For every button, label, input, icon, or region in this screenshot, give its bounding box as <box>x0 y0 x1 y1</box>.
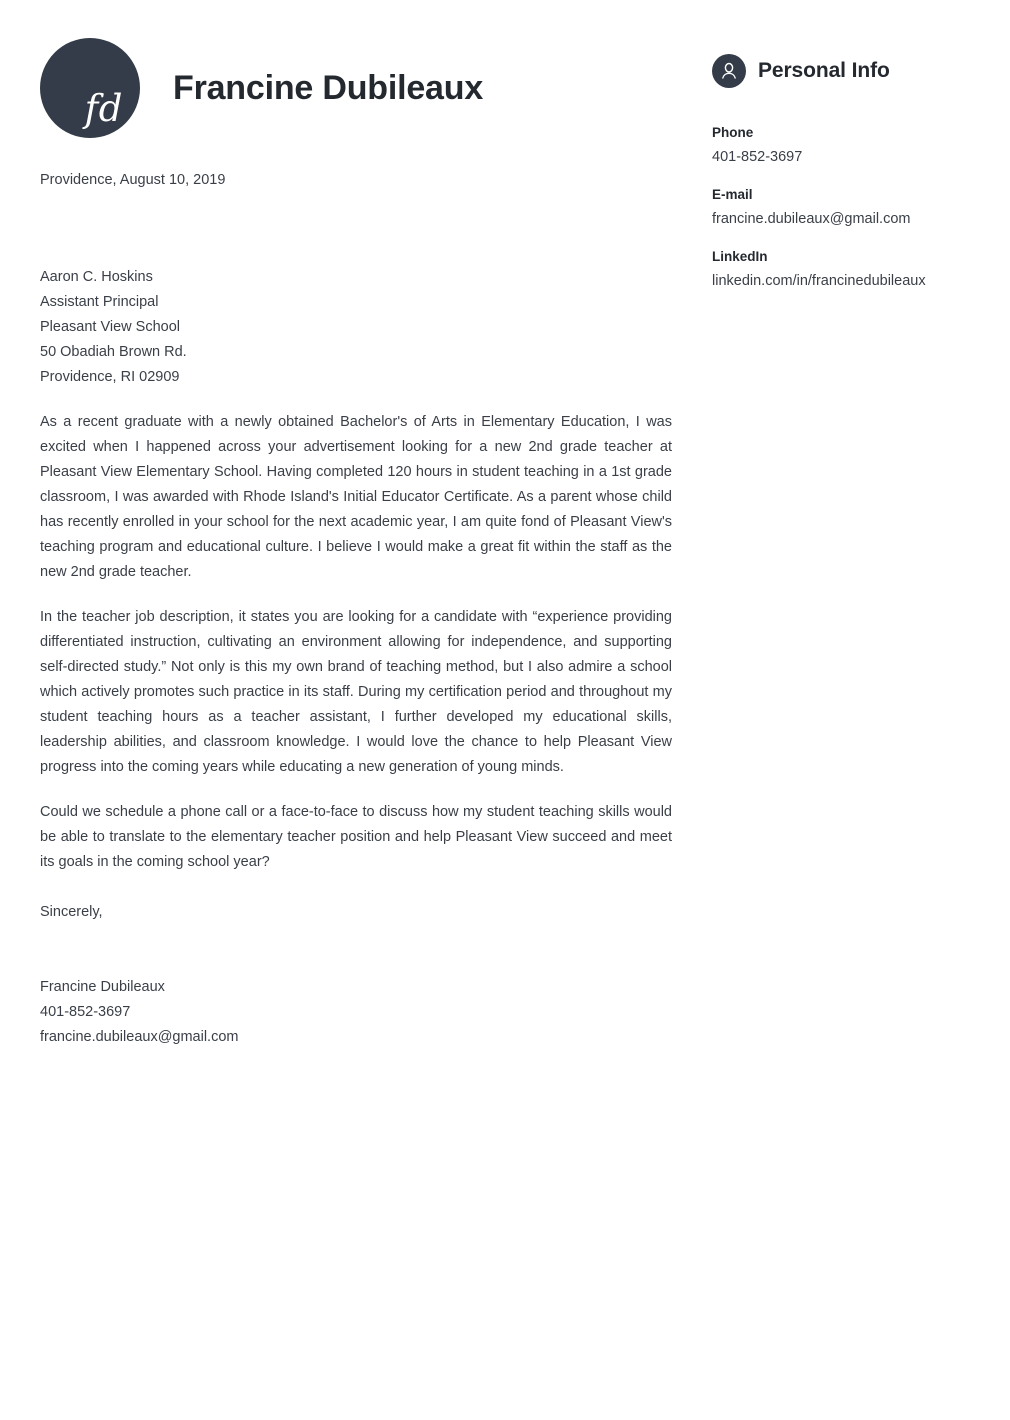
info-label-email: E-mail <box>712 186 753 202</box>
recipient-address-block <box>40 265 672 390</box>
sidebar-heading-row <box>712 42 970 101</box>
personal-info-sidebar <box>712 42 970 291</box>
info-label-phone: Phone <box>712 124 754 140</box>
avatar <box>40 38 140 138</box>
person-icon <box>712 54 746 88</box>
body-paragraph: Could we schedule a phone call or a face-to-face to discuss how my student teaching skills would be able to translate to the elementary teacher position and help Pleasant View succeed and meet its goals in the coming school year? <box>40 804 672 870</box>
sidebar-heading: Personal Info <box>758 59 890 83</box>
date-line: Providence, August 10, 2019 <box>40 172 226 188</box>
closing-salutation: Sincerely, <box>40 904 103 920</box>
recipient-line: Providence, RI 02909 <box>40 369 180 385</box>
info-label-linkedin: LinkedIn <box>712 248 768 264</box>
recipient-line: Assistant Principal <box>40 294 159 310</box>
body-paragraph: As a recent graduate with a newly obtained Bachelor's of Arts in Elementary Education, I was excited when I happened across your advertisement looking for a new 2nd grade teacher at Pleasant View Elementary School. Having completed 120 hours in student teaching in a 1st grade classroom, I was awarded with Rhode Island's Initial Educator Certificate. As a parent whose child has recently enrolled in your school for the next academic year, I am quite fond of Pleasant View's teaching program and educational culture. I believe I would make a great fit within the staff as the new 2nd grade teacher. <box>40 414 672 580</box>
page-title: Francine Dubileaux <box>173 68 484 107</box>
letter-header <box>40 38 483 138</box>
avatar-monogram: fd <box>84 87 123 130</box>
info-group-linkedin <box>712 248 970 291</box>
signature-phone: 401-852-3697 <box>40 1004 131 1020</box>
recipient-line: Aaron C. Hoskins <box>40 269 153 285</box>
info-value-linkedin: linkedin.com/in/francinedubileaux <box>712 272 926 289</box>
recipient-line: Pleasant View School <box>40 319 180 335</box>
letter-body <box>40 170 672 1050</box>
body-paragraph: In the teacher job description, it states you are looking for a candidate with “experience providing differentiated instruction, cultivating an environment allowing for independence, and supporting self-directed study.” Not only is this my own brand of teaching method, but I also admire a school which actively promotes such practice in its staff. During my certification period and throughout my student teaching hours as a teacher assistant, I further developed my educational skills, leadership abilities, and classroom knowledge. I would love the chance to help Pleasant View progress into the coming years while educating a new generation of young minds. <box>40 609 672 775</box>
signature-name: Francine Dubileaux <box>40 979 165 995</box>
signature-email: francine.dubileaux@gmail.com <box>40 1029 239 1045</box>
signature-block <box>40 975 672 1050</box>
info-group-email <box>712 186 970 229</box>
info-value-phone: 401-852-3697 <box>712 148 803 165</box>
info-value-email: francine.dubileaux@gmail.com <box>712 210 911 227</box>
recipient-line: 50 Obadiah Brown Rd. <box>40 344 187 360</box>
info-group-phone <box>712 124 970 167</box>
